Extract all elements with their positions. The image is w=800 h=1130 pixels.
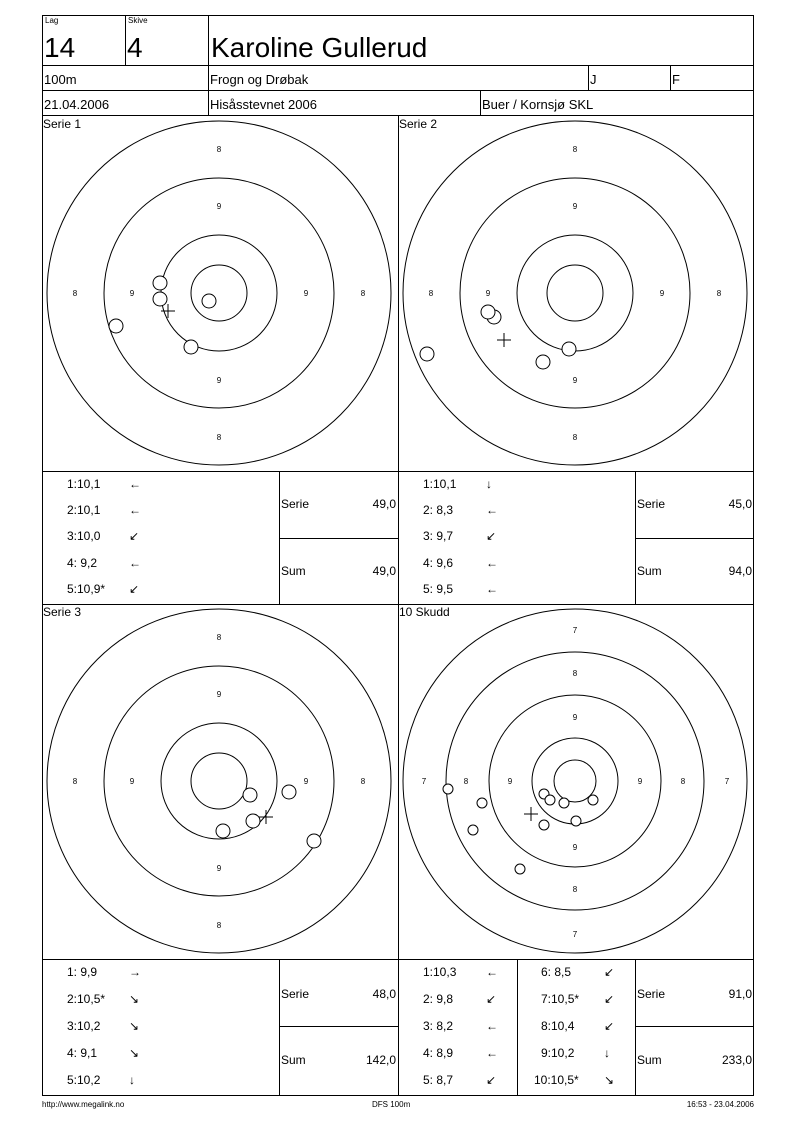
- panel-title-serie-1: Serie 1: [43, 117, 82, 131]
- score-hline: [279, 1026, 398, 1027]
- shooter-name: Karoline Gullerud: [211, 32, 428, 63]
- serie-label: Serie: [281, 987, 310, 1001]
- sum-value: 49,0: [372, 564, 396, 578]
- score-vline: [279, 959, 280, 1096]
- shot-direction-icon: ↓: [604, 1046, 610, 1060]
- score-hline: [635, 1026, 754, 1027]
- ring-label-9-left: 9: [507, 777, 513, 786]
- shot-hole: [153, 276, 167, 290]
- ring-label-9-top: 9: [572, 713, 578, 722]
- score-hline: [635, 538, 754, 539]
- serie-label: Serie: [637, 987, 666, 1001]
- shot-hole: [536, 355, 550, 369]
- serie-value: 45,0: [728, 497, 752, 511]
- panel-title-serie-2: Serie 2: [399, 117, 438, 131]
- shot-score: 7:10,5*: [541, 992, 580, 1006]
- shot-score: 4: 8,9: [423, 1046, 454, 1060]
- shot-hole: [202, 294, 216, 308]
- target-ring-8: [47, 609, 391, 953]
- shot-score: 5:10,2: [67, 1073, 101, 1087]
- ring-label-8-left: 8: [72, 289, 78, 298]
- ring-label-8-top: 8: [572, 145, 578, 154]
- ring-label-9-top: 9: [216, 202, 222, 211]
- target-ring-10: [517, 235, 633, 351]
- shot-hole: [539, 820, 549, 830]
- skive-label: Skive: [128, 16, 148, 25]
- shot-direction-icon: ↙: [604, 1019, 615, 1033]
- shot-hole: [109, 319, 123, 333]
- shot-hole: [216, 824, 230, 838]
- header-vline-lag: [125, 15, 126, 65]
- ring-label-9-bottom: 9: [572, 376, 578, 385]
- footer-timestamp: 16:53 - 23.04.2006: [686, 1100, 754, 1109]
- shot-direction-icon: ↙: [129, 529, 140, 543]
- shot-score: 4: 9,1: [67, 1046, 98, 1060]
- ring-label-8-top: 8: [216, 145, 222, 154]
- ring-label-9-left: 9: [129, 777, 135, 786]
- lag-label: Lag: [45, 16, 59, 25]
- sum-label: Sum: [281, 564, 306, 578]
- shot-score: 2:10,5*: [67, 992, 106, 1006]
- target-ring-7: [403, 609, 747, 953]
- shot-score: 1:10,1: [423, 477, 457, 491]
- shot-hole: [545, 795, 555, 805]
- score-vline: [517, 959, 518, 1096]
- ring-label-9-left: 9: [129, 289, 135, 298]
- target-ring-10: [161, 235, 277, 351]
- venue-name: Buer / Kornsjø SKL: [482, 97, 594, 112]
- sum-label: Sum: [637, 564, 662, 578]
- ring-label-8-bottom: 8: [216, 921, 222, 930]
- shot-score: 6: 8,5: [541, 965, 572, 979]
- ring-label-7-right: 7: [724, 777, 730, 786]
- shot-hole: [559, 798, 569, 808]
- shot-score: 1:10,1: [67, 477, 101, 491]
- ring-label-9-right: 9: [637, 777, 643, 786]
- shot-score: 5:10,9*: [67, 582, 106, 596]
- ring-label-9-bottom: 9: [216, 376, 222, 385]
- shot-score: 3: 8,2: [423, 1019, 454, 1033]
- shot-direction-icon: →: [129, 965, 141, 979]
- shot-hole: [588, 795, 598, 805]
- serie-value: 49,0: [372, 497, 396, 511]
- target-serie-2: [398, 116, 754, 471]
- sum-value: 142,0: [365, 1053, 396, 1067]
- shot-direction-icon: ←: [486, 503, 498, 517]
- shot-direction-icon: ↓: [129, 1073, 135, 1087]
- event-name: Hisåsstevnet 2006: [210, 97, 317, 112]
- shot-direction-icon: ←: [486, 556, 498, 570]
- ring-label-7-bottom: 7: [572, 930, 578, 939]
- ring-label-9-bottom: 9: [572, 843, 578, 852]
- shot-direction-icon: ↙: [486, 1073, 497, 1087]
- shot-direction-icon: ↘: [129, 1019, 140, 1033]
- target-serie-1: [42, 116, 398, 471]
- target-ring-8: [47, 121, 391, 465]
- header-divider-1: [42, 65, 754, 66]
- ring-label-8-right: 8: [680, 777, 686, 786]
- footer-program: DFS 100m: [372, 1100, 411, 1109]
- shot-direction-icon: ↙: [604, 965, 615, 979]
- ring-label-8-bottom: 8: [216, 433, 222, 442]
- shot-direction-icon: ←: [486, 965, 498, 979]
- shot-score: 10:10,5*: [534, 1073, 579, 1087]
- shot-direction-icon: ↙: [486, 529, 497, 543]
- shot-score: 8:10,4: [541, 1019, 575, 1033]
- target-ring-x: [547, 265, 603, 321]
- target-ring-8: [403, 121, 747, 465]
- panel-title-serie-3: Serie 3: [43, 605, 82, 619]
- shot-direction-icon: ↙: [604, 992, 615, 1006]
- shot-direction-icon: ↙: [129, 582, 140, 596]
- shot-hole: [481, 305, 495, 319]
- ring-label-8-top: 8: [572, 669, 578, 678]
- shot-hole: [307, 834, 321, 848]
- ring-label-8-top: 8: [216, 633, 222, 642]
- competition-date: 21.04.2006: [44, 97, 110, 112]
- ring-label-9-left: 9: [485, 289, 491, 298]
- shot-score: 4: 9,2: [67, 556, 98, 570]
- ring-label-9-right: 9: [659, 289, 665, 298]
- shot-hole: [282, 785, 296, 799]
- target-ring-9: [104, 666, 334, 896]
- ring-label-8-right: 8: [360, 289, 366, 298]
- score-vline: [635, 959, 636, 1096]
- shot-score: 2:10,1: [67, 503, 101, 517]
- header-divider-2: [42, 90, 754, 91]
- ring-label-8-right: 8: [360, 777, 366, 786]
- ring-label-9-top: 9: [216, 690, 222, 699]
- shot-direction-icon: ↙: [486, 992, 497, 1006]
- score-hline: [279, 538, 398, 539]
- shot-direction-icon: ←: [129, 556, 141, 570]
- target-10-skudd: [398, 605, 754, 959]
- shot-hole: [443, 784, 453, 794]
- header-vline-class2: [670, 65, 671, 90]
- shot-hole: [246, 814, 260, 828]
- shot-hole: [515, 864, 525, 874]
- shot-hole: [243, 788, 257, 802]
- grid-hline-1: [42, 471, 754, 472]
- ring-label-9-bottom: 9: [216, 864, 222, 873]
- sum-value: 233,0: [721, 1053, 752, 1067]
- shot-score: 4: 9,6: [423, 556, 454, 570]
- shot-score: 3:10,2: [67, 1019, 101, 1033]
- shot-direction-icon: ←: [486, 582, 498, 596]
- class-junior: J: [590, 72, 597, 87]
- header-vline-skive: [208, 15, 209, 116]
- shot-score: 5: 8,7: [423, 1073, 454, 1087]
- shot-hole: [562, 342, 576, 356]
- class-female: F: [672, 72, 680, 87]
- ring-label-7-left: 7: [421, 777, 427, 786]
- ring-label-8-left: 8: [72, 777, 78, 786]
- shot-score: 3: 9,7: [423, 529, 454, 543]
- sum-label: Sum: [281, 1053, 306, 1067]
- ring-label-8-bottom: 8: [572, 433, 578, 442]
- target-ring-8: [446, 652, 704, 910]
- shot-direction-icon: ←: [486, 1019, 498, 1033]
- skive-number: 4: [127, 32, 143, 63]
- ring-label-9-right: 9: [303, 777, 309, 786]
- shot-direction-icon: ←: [129, 477, 141, 491]
- shot-score: 2: 8,3: [423, 503, 454, 517]
- sum-label: Sum: [637, 1053, 662, 1067]
- ring-label-8-right: 8: [716, 289, 722, 298]
- header-vline-class1: [588, 65, 589, 90]
- shot-hole: [420, 347, 434, 361]
- target-ring-10: [532, 738, 618, 824]
- shot-direction-icon: ↘: [129, 992, 140, 1006]
- shot-score: 9:10,2: [541, 1046, 575, 1060]
- shot-hole: [184, 340, 198, 354]
- ring-label-7-top: 7: [572, 626, 578, 635]
- shot-hole: [571, 816, 581, 826]
- shot-score: 1:10,3: [423, 965, 457, 979]
- ring-label-8-left: 8: [463, 777, 469, 786]
- shot-hole: [477, 798, 487, 808]
- ring-label-9-right: 9: [303, 289, 309, 298]
- serie-value: 91,0: [728, 987, 752, 1001]
- ring-label-8-left: 8: [428, 289, 434, 298]
- shot-score: 1: 9,9: [67, 965, 98, 979]
- target-ring-x: [191, 753, 247, 809]
- shot-direction-icon: ←: [129, 503, 141, 517]
- lag-number: 14: [44, 32, 76, 63]
- target-ring-9: [460, 178, 690, 408]
- ring-label-9-top: 9: [572, 202, 578, 211]
- shot-hole: [153, 292, 167, 306]
- grid-hline-3: [42, 959, 754, 960]
- header-vline-venue: [480, 90, 481, 116]
- footer-url: http://www.megalink.no: [42, 1100, 125, 1109]
- sum-value: 94,0: [728, 564, 752, 578]
- shot-direction-icon: ←: [486, 1046, 498, 1060]
- target-ring-x: [191, 265, 247, 321]
- target-serie-3: [42, 605, 398, 959]
- serie-label: Serie: [637, 497, 666, 511]
- shot-score: 5: 9,5: [423, 582, 454, 596]
- serie-value: 48,0: [372, 987, 396, 1001]
- serie-label: Serie: [281, 497, 310, 511]
- shot-direction-icon: ↓: [486, 477, 492, 491]
- shot-score: 2: 9,8: [423, 992, 454, 1006]
- panel-title-10-skudd: 10 Skudd: [399, 605, 450, 619]
- target-ring-9: [104, 178, 334, 408]
- distance: 100m: [44, 72, 77, 87]
- shot-direction-icon: ↘: [604, 1073, 615, 1087]
- club-name: Frogn og Drøbak: [210, 72, 309, 87]
- shot-hole: [468, 825, 478, 835]
- ring-label-8-bottom: 8: [572, 885, 578, 894]
- shot-score: 3:10,0: [67, 529, 101, 543]
- shot-direction-icon: ↘: [129, 1046, 140, 1060]
